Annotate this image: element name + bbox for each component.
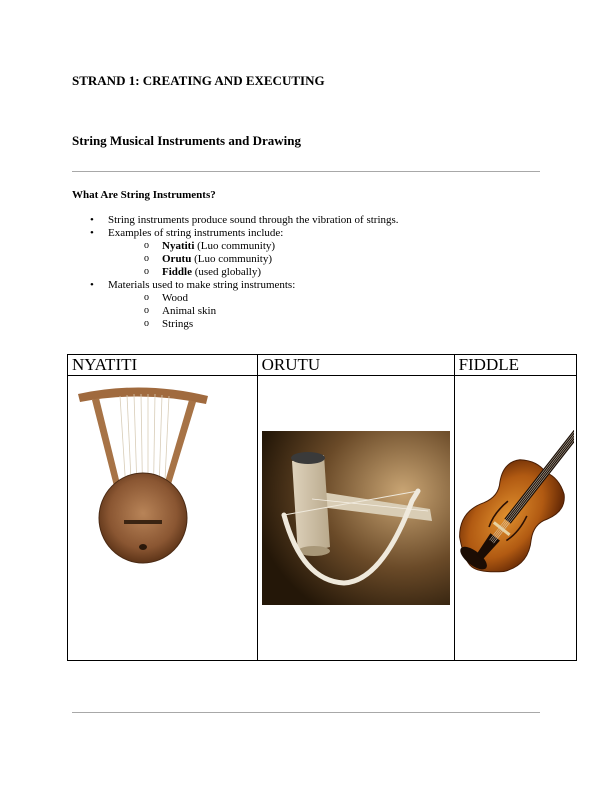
sub-item (108, 266, 550, 279)
bullet-text: Materials used to make string instruments: (108, 279, 296, 291)
divider-bottom (72, 712, 540, 713)
bullet-item (90, 214, 550, 227)
cell-nyatiti (68, 376, 258, 661)
instrument-note: (used globally) (191, 266, 261, 278)
sub-item (108, 292, 550, 305)
orutu-image (262, 431, 450, 605)
material: Strings (162, 318, 194, 330)
material: Wood (162, 292, 189, 304)
instrument-table (67, 354, 577, 661)
instrument-name: Fiddle (162, 266, 192, 278)
fiddle-image (456, 378, 574, 593)
sub-item (108, 240, 550, 253)
bullet-text: Examples of string instruments include: (108, 227, 284, 239)
nyatiti-image (72, 382, 212, 567)
sub-item (108, 253, 550, 266)
strand-heading: STRAND 1: CREATING AND EXECUTING (72, 73, 325, 88)
instrument-note: (Luo community) (191, 253, 272, 265)
sub-item (108, 305, 550, 318)
cell-fiddle (454, 376, 576, 661)
instrument-name: Nyatiti (162, 240, 195, 252)
bullet-text: String instruments produce sound through the vibration of strings. (108, 214, 399, 226)
section-question: What Are String Instruments? (72, 189, 216, 201)
header-orutu: ORUTU (257, 355, 454, 376)
cell-orutu (257, 376, 454, 661)
instrument-name: Orutu (162, 253, 192, 265)
divider-top (72, 171, 540, 172)
material: Animal skin (162, 305, 217, 317)
sub-item (108, 318, 550, 331)
bullet-list (90, 214, 550, 331)
bullet-item (90, 227, 550, 279)
page-subtitle: String Musical Instruments and Drawing (72, 133, 301, 148)
instrument-note: (Luo community) (194, 240, 276, 252)
header-fiddle: FIDDLE (454, 355, 576, 376)
header-nyatiti: NYATITI (68, 355, 258, 376)
bullet-item (90, 279, 550, 331)
